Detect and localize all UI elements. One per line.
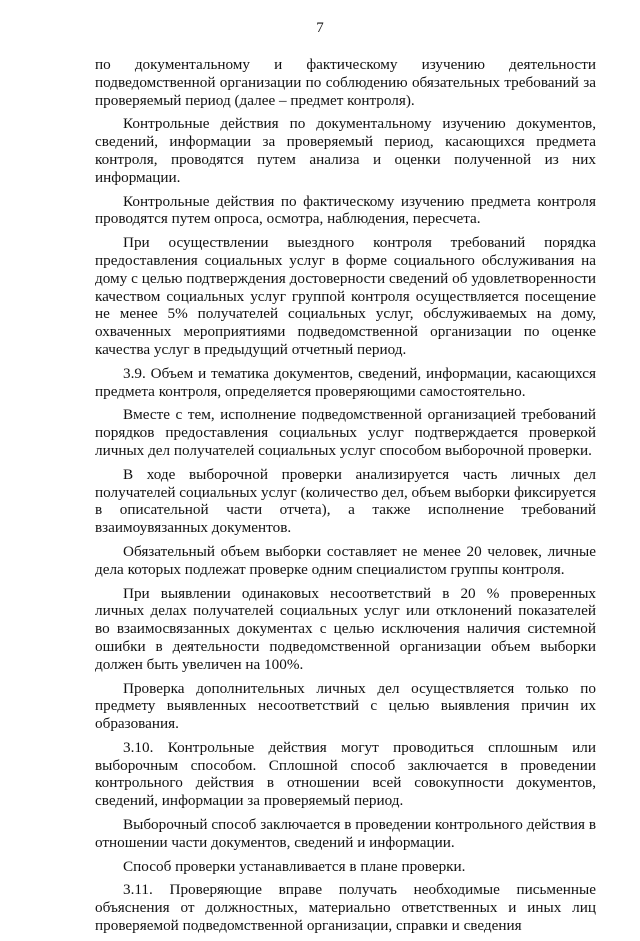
paragraph-personal-files-check: Вместе с тем, исполнение подведомственной организацией требований порядков предоставления социальных услуг подтверждается проверкой личных дел получателей социальных услуг способом выборочной проверки. <box>95 406 596 459</box>
paragraph-sample-increase: При выявлении одинаковых несоответствий в 20 % проверенных личных делах получателей социальных услуг или отклонений показателей во взаимосвязанных документах с целью исключения наличия системной ошибки в деятельности подведомственной организации объем выборки должен быть увеличен на 100%. <box>95 584 596 673</box>
paragraph-sample-size: Обязательный объем выборки составляет не менее 20 человек, личные дела которых подлежат проверке одним специалистом группы контроля. <box>95 542 596 578</box>
paragraph-factual-actions: Контрольные действия по фактическому изучению предмета контроля проводятся путем опроса, осмотра, наблюдения, пересчета. <box>95 192 596 228</box>
paragraph-section-3-10: 3.10. Контрольные действия могут проводиться сплошным или выборочным способом. Сплошной способ заключается в проведении контрольного действия в отношении всей совокупности документов, сведений, информации за проверяемый период. <box>95 738 596 810</box>
paragraph-selective-method: Выборочный способ заключается в проведении контрольного действия в отношении части документов, сведений и информации. <box>95 816 596 851</box>
paragraph-section-3-11: 3.11. Проверяющие вправе получать необходимые письменные объяснения от должностных, материально ответственных и иных лиц проверяемой подведомственной организации, справки и сведения <box>95 881 596 935</box>
document-body <box>95 56 596 941</box>
paragraph-home-service-visits: При осуществлении выездного контроля требований порядка предоставления социальных услуг в форме социального обслуживания на дому с целью подтверждения достоверности сведений об удовлетворенности качеством социальных услуг группой контроля осуществляется посещение не менее 5% получателей социальных услуг, обслуживаемых на дому, охваченных мероприятиями подведомственной организации по оценке качества услуг в предыдущий отчетный период. <box>95 234 596 358</box>
paragraph-section-3-9: 3.9. Объем и тематика документов, сведений, информации, касающихся предмета контроля, определяется проверяющими самостоятельно. <box>95 364 596 400</box>
paragraph-sample-analysis: В ходе выборочной проверки анализируется часть личных дел получателей социальных услуг (количество дел, объем выборки фиксируется в описательной части отчета), а также исполнение требований взаимоувязанных документов. <box>95 465 596 537</box>
paragraph-method-plan: Способ проверки устанавливается в плане проверки. <box>123 857 466 875</box>
paragraph-continuation: по документальному и фактическому изучению деятельности подведомственной организации по соблюдению обязательных требований за проверяемый период (далее – предмет контроля). <box>95 56 596 109</box>
paragraph-documentary-actions: Контрольные действия по документальному изучению документов, сведений, информации за проверяемый период, касающихся предмета контроля, проводятся путем анализа и оценки полученной из них информации. <box>95 115 596 186</box>
page-number: 7 <box>316 20 324 36</box>
paragraph-additional-files: Проверка дополнительных личных дел осуществляется только по предмету выявленных несоответствий с целью выявления причин их образования. <box>95 679 596 733</box>
